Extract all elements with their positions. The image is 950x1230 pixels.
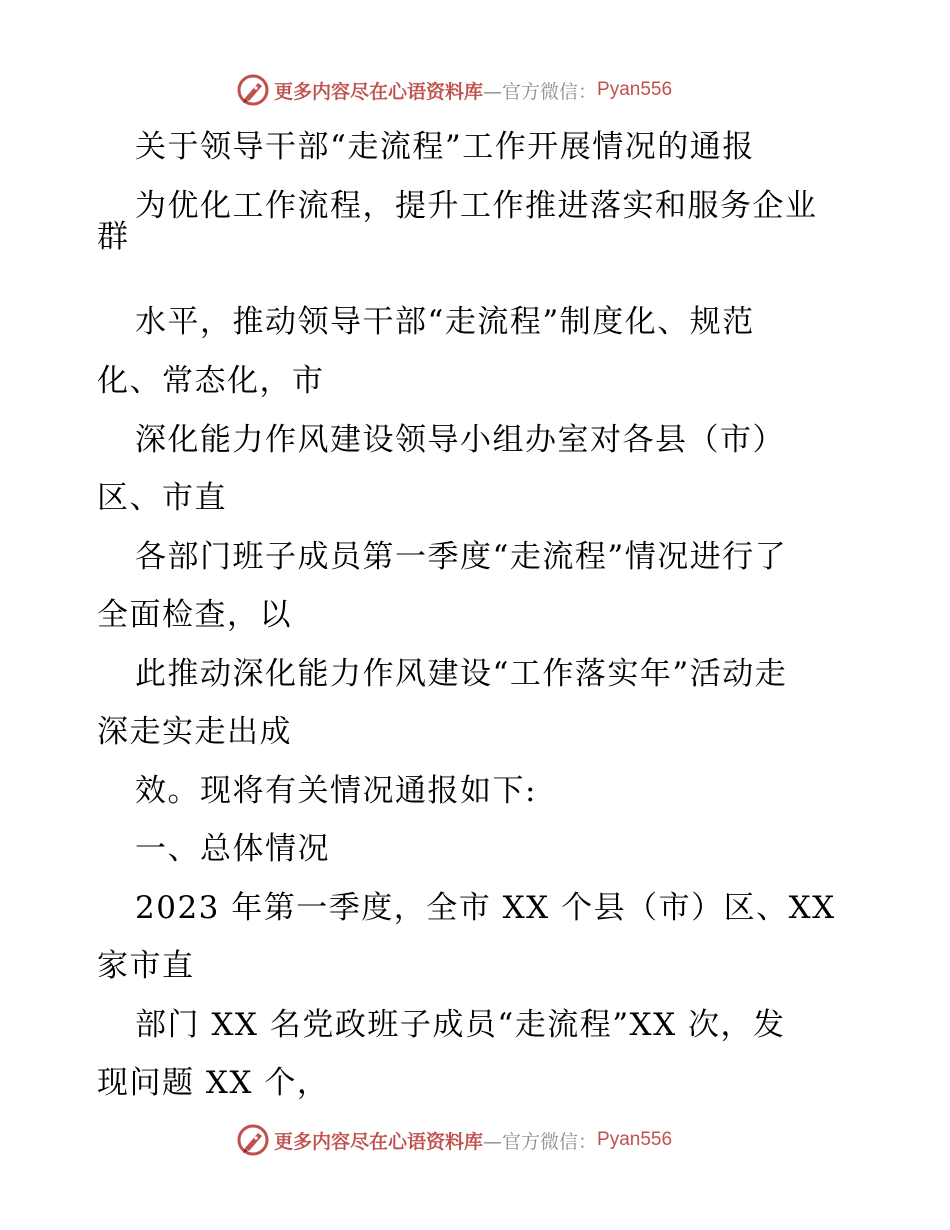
paragraph-line: 化、常态化，市 <box>97 363 325 399</box>
paragraph-line: 效。现将有关情况通报如下: <box>135 773 537 809</box>
paragraph-line: 家市直 <box>97 948 195 984</box>
paragraph-line: 全面检查，以 <box>97 597 292 633</box>
paragraph-line: 水平，推动领导干部“走流程”制度化、规范 <box>135 304 755 340</box>
paragraph-line: 群 <box>97 219 130 255</box>
watermark-account: Pyan556 <box>597 1129 673 1150</box>
paragraph-line: 区、市直 <box>97 480 227 516</box>
paragraph-line: 深化能力作风建设领导小组办室对各县（市） <box>135 422 785 458</box>
watermark-sub-text: —官方微信： <box>483 80 598 103</box>
watermark-header <box>236 73 672 107</box>
paragraph-line: 2023 年第一季度，全市 XX 个县（市）区、XX <box>135 890 836 926</box>
paragraph-line: 部门 XX 名党政班子成员“走流程”XX 次，发 <box>135 1007 786 1043</box>
pen-logo-icon <box>236 1123 270 1157</box>
paragraph-line: 此推动深化能力作风建设“工作落实年”活动走 <box>135 656 788 692</box>
watermark-account: Pyan556 <box>597 79 673 100</box>
paragraph-line: 深走实走出成 <box>97 714 292 750</box>
watermark-sub-text: —官方微信： <box>483 1130 598 1153</box>
watermark-main-text: 更多内容尽在心语资料库 <box>274 80 484 103</box>
paragraph-line: 为优化工作流程，提升工作推进落实和服务企业 <box>135 188 818 224</box>
paragraph-line: 各部门班子成员第一季度“走流程”情况进行了 <box>135 539 788 575</box>
watermark-main-text: 更多内容尽在心语资料库 <box>274 1130 484 1153</box>
section-heading: 一、总体情况 <box>135 831 330 867</box>
paragraph-line: 现问题 XX 个， <box>97 1065 330 1101</box>
document-title: 关于领导干部“走流程”工作开展情况的通报 <box>135 129 755 165</box>
watermark-footer <box>236 1123 672 1157</box>
pen-logo-icon <box>236 73 270 107</box>
